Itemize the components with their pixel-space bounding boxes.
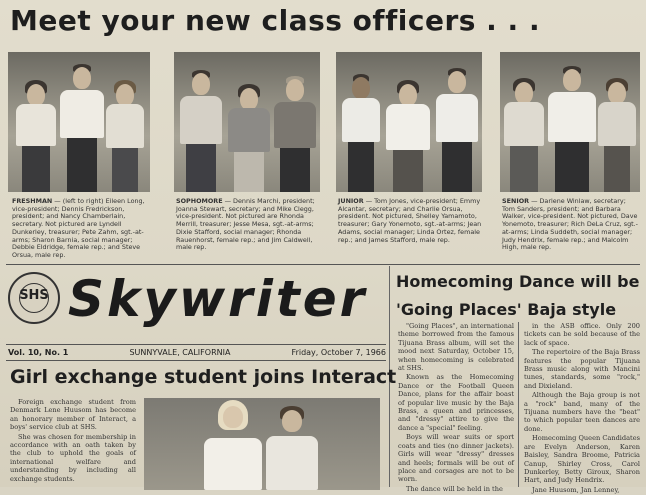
senior-photo	[500, 52, 640, 192]
section-divider	[6, 264, 640, 265]
masthead: Skywriter	[68, 270, 368, 328]
homecoming-headline: Homecoming Dance will be 'Going Places' Baja style	[396, 272, 640, 319]
senior-caption: SENIOR — Darlene Winlaw, secretary; Tom Sanders, president; and Barbara Walker, vice-president. Not pictured, Dave Yonemoto, treasurer; Rich DeLa Cruz, sgt.-at-arms; Linda Suddeth, social manager; Judy Hendrix, female rep.; and Malcolm High, male rep.	[502, 197, 638, 252]
column-divider	[518, 322, 519, 487]
homecoming-column-2: in the ASB office. Only 200 tickets can be sold because of the lack of space. The repertoire of the Baja Brass features the popular Tijuana Brass music along with Mancini tunes, standards, some "rock," and Dixieland. Although the Baja group is not a "rock" band, many of the Tijuana numbers have the "beat" to which popular teen dances are done. Homecoming Queen Candidates are Evelyn Anderson, Karen Baisley, Sandra Broome, Patricia Canup, Shirley Cross, Carol Dunkerley, Betty Giroux, Sharon Hart, and Judy Hendrix. Jane Huusom, Jan Lenney,	[524, 322, 640, 494]
volume-number: Vol. 10, No. 1	[8, 348, 69, 357]
dateline-rule	[6, 360, 386, 361]
dateline-place: SUNNYVALE, CALIFORNIA	[129, 348, 231, 357]
class-officers-photos	[8, 52, 640, 192]
school-seal: SHS	[8, 272, 60, 324]
class-officer-captions	[8, 198, 640, 260]
page-headline: Meet your new class officers . . .	[10, 4, 541, 37]
junior-photo	[336, 52, 482, 192]
sophomore-photo	[174, 52, 320, 192]
junior-caption: JUNIOR — Tom Jones, vice-president; Emmy Alcantar, secretary; and Charlie Orsua, president. Not pictured, Shelley Yamamoto, treasurer; Gary Yonemoto, sgt.-at-arms; Jean Adams, social manager; Linda Ortez, female rep.; and James Stafford, male rep.	[338, 197, 482, 244]
dateline	[8, 348, 386, 357]
dateline-date: Friday, October 7, 1966	[291, 348, 386, 357]
sophomore-caption: SOPHOMORE — Dennis Marchi, president; Joanna Stewart, secretary; and Mike Clegg, vice-president. Not pictured are Rhonda Merrill, treasurer; Jesse Mesa, sgt.-at-arms; Dixie Stafford, social manager; Rhonda Rauenhorst, female rep.; and Jim Caldwell, male rep.	[176, 197, 315, 252]
freshman-photo	[8, 52, 150, 192]
exchange-article: Foreign exchange student from Denmark Lene Huusom has become an honorary member of Interact, a boys' service club at SHS. She was chosen for membership in accordance with an oath taken by the club to uphold the goals of international welfare and understanding by including all exchange students.	[10, 398, 136, 483]
exchange-student-photo	[144, 398, 380, 490]
homecoming-column-1: "Going Places", an international theme borrowed from the famous Tijuana Brass album, will set the mood next Saturday, October 15, when homecoming is celebrated at SHS. Known as the Homecoming Dance or the Football Queen Dance, plans for the affair boast of popular live music by the Baja Brass, a queen and princesses, and "dressy" attire to give the dance a "special" feeling. Boys will wear suits or sport coats and ties (no dinner jackets). Girls will wear "dressy" dresses and heels; formals will be out of place and corsages are not to be worn. The dance will be held in the	[398, 322, 514, 493]
exchange-headline: Girl exchange student joins Interact	[10, 366, 397, 388]
masthead-rule	[6, 344, 386, 345]
freshman-caption: FRESHMAN — (left to right) Eileen Long, vice-president; Dennis Fredrickson, president; and Nancy Chamberlain, secretary. Not pictured are Lyndell Dunkerley, treasurer; Pete Zahm, sgt.-at-arms; Sharon Barnia, social manager; Debbie Eldridge, female rep.; and Steve Orsua, male rep.	[12, 197, 145, 259]
